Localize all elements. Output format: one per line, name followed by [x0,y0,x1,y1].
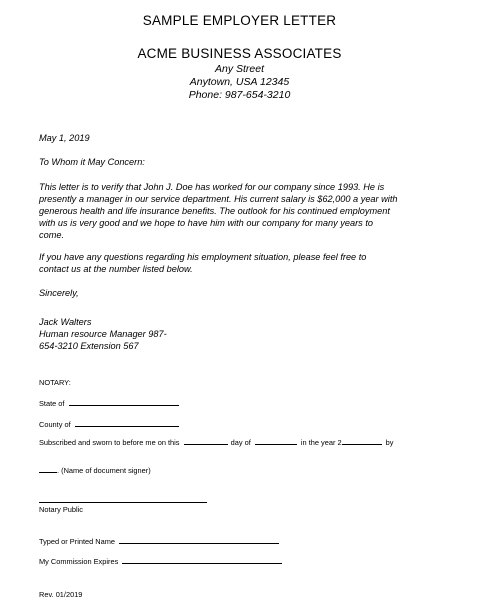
document-signer-label: . (Name of document signer) [57,466,151,475]
state-of-line [39,397,179,409]
company-city: Anytown, USA 12345 [189,76,290,88]
document-title: SAMPLE EMPLOYER LETTER [142,13,337,28]
company-name: ACME BUSINESS ASSOCIATES [137,46,342,61]
body-line: contact us at the number listed below. [39,264,193,274]
notary-signature-rule [39,502,207,503]
typed-name-blank [119,535,279,544]
commission-line [39,555,282,567]
state-blank [69,397,179,406]
state-of-label: State of [39,399,65,408]
notary-public-label: Notary Public [39,505,83,514]
sworn-text-1: Subscribed and sworn to before me on this [39,438,180,447]
sworn-day-blank [184,436,228,445]
letter-salutation: To Whom it May Concern: [39,157,145,167]
county-of-label: County of [39,420,71,429]
notary-heading: NOTARY: [39,378,71,387]
body-line: If you have any questions regarding his employment situation, please feel free to [39,252,367,262]
typed-name-line [39,535,279,547]
sworn-line [39,436,393,448]
body-line: This letter is to verify that John J. Doe has worked for our company since 1993. He is [39,182,385,192]
sworn-month-blank [255,436,297,445]
signer-title [39,328,459,352]
letter-body-paragraph-2 [39,251,459,275]
county-of-line [39,418,179,430]
signer-name: Jack Walters [39,317,92,327]
sworn-text-3: in the year 2 [300,438,342,447]
document-signer-line [39,464,151,476]
signer-title-line: 654-3210 Extension 567 [39,341,139,351]
letter-body-paragraph-1 [39,181,459,241]
body-line: presently a manager in our service department. His current salary is $62,000 a year with [39,194,398,204]
commission-blank [122,555,282,564]
body-line: come. [39,230,65,240]
sworn-year-blank [342,436,382,445]
commission-label: My Commission Expires [39,557,119,566]
letter-date: May 1, 2019 [39,133,90,143]
document-signer-blank [39,464,57,473]
revision-footer: Rev. 01/2019 [39,590,83,599]
county-blank [75,418,179,427]
signer-title-line: Human resource Manager 987- [39,329,167,339]
letter-closing: Sincerely, [39,288,79,298]
company-street: Any Street [214,63,265,75]
body-line: with us is very good and we hope to have him with our company for many years to [39,218,373,228]
typed-name-label: Typed or Printed Name [39,537,115,546]
sworn-text-2: day of [230,438,251,447]
sworn-text-4: by [385,438,394,447]
body-line: generous health and life insurance benefits. The outlook for his continued employment [39,206,390,216]
company-phone: Phone: 987-654-3210 [188,89,291,101]
